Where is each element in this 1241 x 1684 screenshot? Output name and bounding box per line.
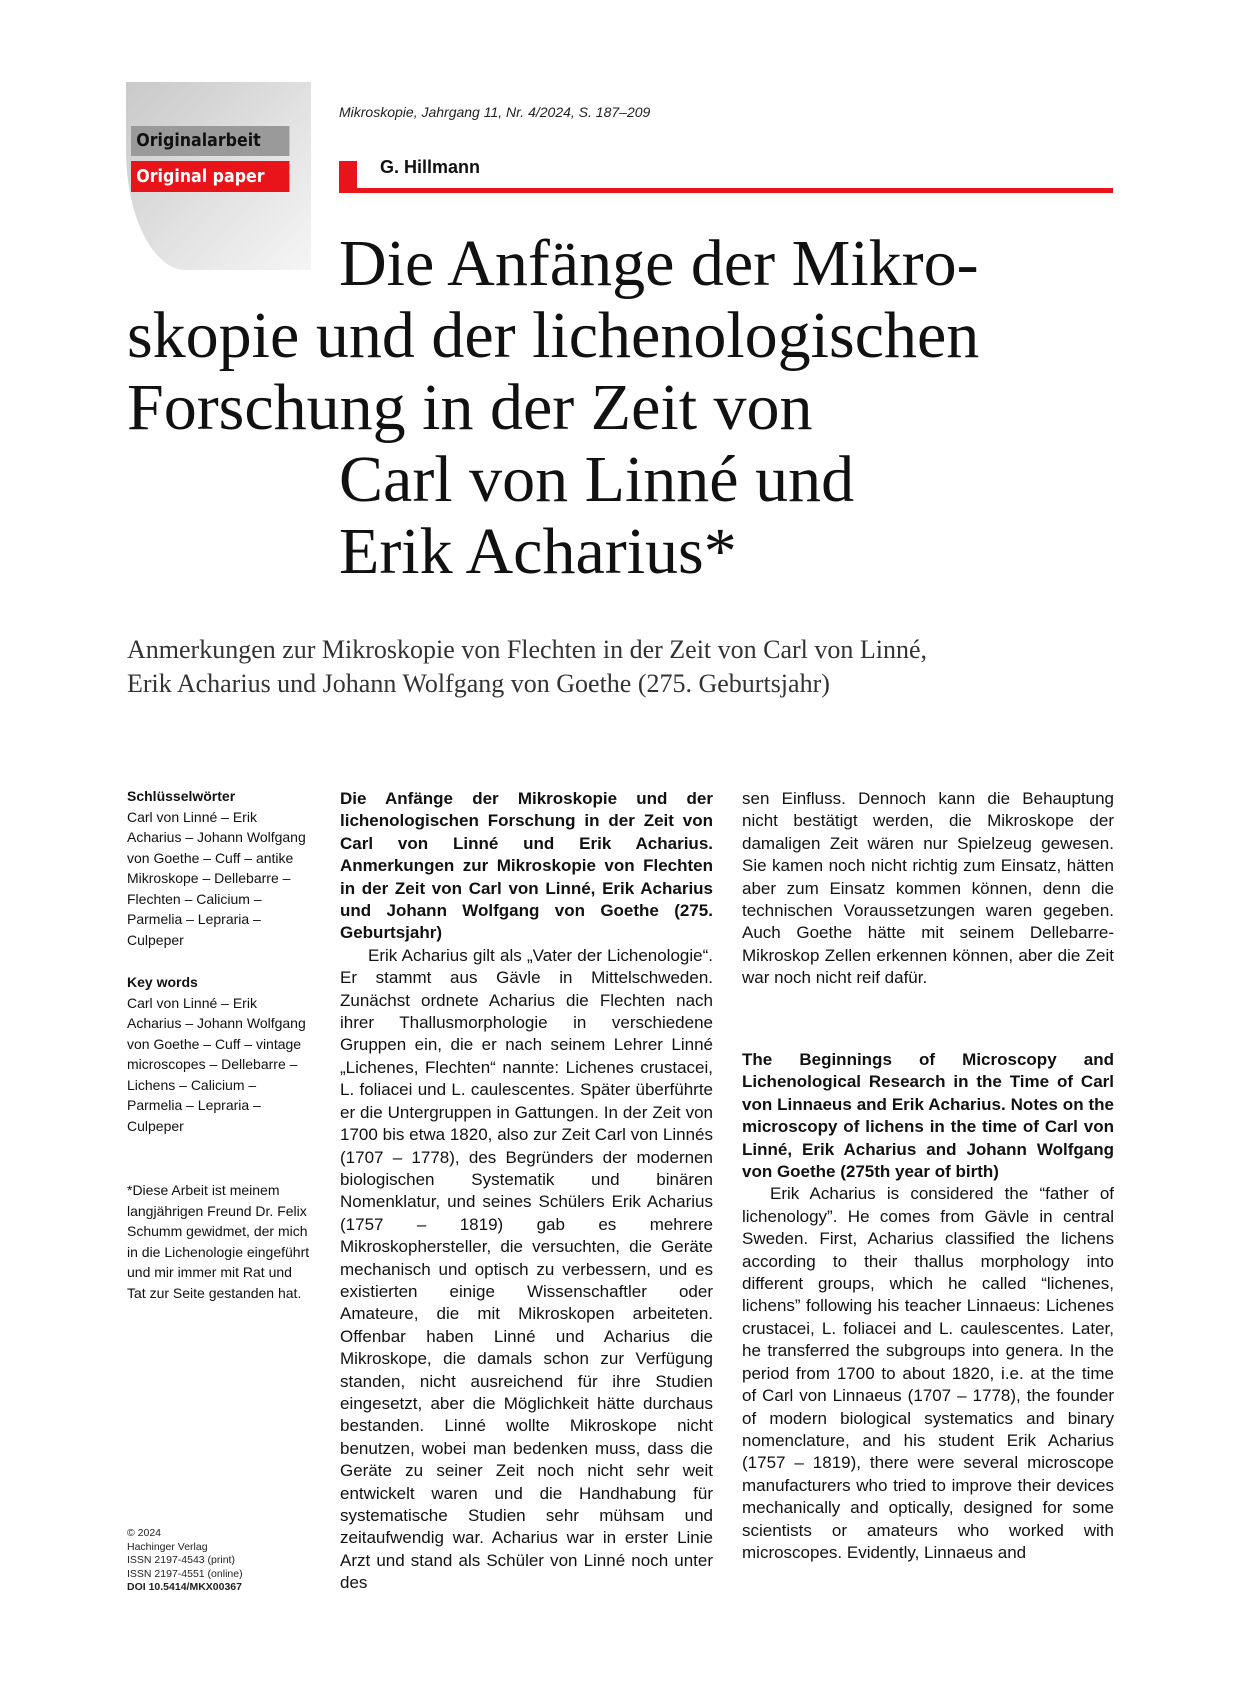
publication-info [127, 1527, 243, 1595]
abstract-en [742, 1049, 1114, 1564]
keywords-en-list: Carl von Linné – Erik Acharius – Johann Wolfgang von Goethe – Cuff – vintage microscopes – Dellebarre – Lichens – Calicium – Parmelia – Lepraria – Culpeper [127, 994, 306, 1134]
keywords-en [127, 972, 307, 1136]
doi: DOI 10.5414/MKX00367 [127, 1581, 242, 1593]
author-name: G. Hillmann [380, 157, 481, 177]
abstract-en-text: Erik Acharius is considered the “father of lichenology”. He comes from Gävle in central Sweden. First, Acharius classified the lichens according to their thallus morphology into different groups, which he called “lichenes, lichens” following his teacher Linnaeus: Lichenes crustacei, L. foliacei and L. caulescentes. Later, he transferred the subgroups into genera. In the period from 1700 to about 1820, i.e. at the time of Carl von Linnaeus (1707 – 1778), the founder of modern biological systematics and binary nomenclature, and his student Erik Acharius (1757 – 1819), there were several microscope manufacturers who tried to improve their devices mechanically and optically, designed for some scientists or amateurs who worked with microscopes. Evidently, Linnaeus and [742, 1184, 1114, 1562]
subtitle [127, 633, 1117, 701]
keywords-de [127, 786, 307, 950]
publisher: Hachinger Verlag [127, 1540, 208, 1553]
abstract-de-continued: sen Einfluss. Dennoch kann die Behauptung nicht bestätigt werden, die Mikroskope der damaligen Zeit wären nur Spielzeug gewesen. Sie kamen noch nicht richtig zum Einsatz, hätten aber zum Einsatz kommen können, denn die technischen Voraussetzungen waren gegeben. Auch Goethe hätte mit seinem Dellebarre-Mikroskop Zellen erkennen können, aber die Zeit war noch nicht reif dafür. [742, 789, 1114, 988]
title-line-5: Erik Acharius* [339, 515, 737, 588]
title-line-2: skopie und der lichenologischen [127, 299, 980, 372]
issn-print: ISSN 2197-4543 (print) [127, 1554, 235, 1566]
abstract-de [340, 788, 713, 1595]
keywords-de-heading: Schlüsselwörter [127, 788, 236, 804]
issn-online: ISSN 2197-4551 (online) [127, 1567, 243, 1580]
abstract-en-heading: The Beginnings of Microscopy and Lichenological Research in the Time of Carl von Linnaeus and Erik Acharius. Notes on the microscopy of lichens in the time of Carl von Linné, Erik Acharius and Johann Wolfgang von Goethe (275th year of birth) [742, 1050, 1114, 1182]
title-line-1: Die Anfänge der Mikro- [339, 227, 979, 300]
subtitle-line-2: Erik Acharius und Johann Wolfgang von Goethe (275. Geburtsjahr) [127, 669, 830, 698]
subtitle-line-1: Anmerkungen zur Mikroskopie von Flechten in der Zeit von Carl von Linné, [127, 635, 928, 664]
journal-citation: Mikroskopie, Jahrgang 11, Nr. 4/2024, S. 187–209 [339, 104, 651, 120]
author-marker [339, 161, 357, 188]
badge-original-article-de: Originalarbeit [131, 126, 289, 156]
copyright: © 2024 [127, 1527, 162, 1539]
title-line-3: Forschung in der Zeit von [127, 371, 813, 444]
keywords-de-list: Carl von Linné – Erik Acharius – Johann Wolfgang von Goethe – Cuff – antike Mikroskope – Dellebarre – Flechten – Calicium – Parmelia – Lepraria – Culpeper [127, 808, 306, 948]
abstract-de-text: Erik Acharius gilt als „Vater der Lichenologie“. Er stammt aus Gävle in Mittelschweden. Zunächst ordnete Acharius die Flechten nach ihrer Thallusmorphologie in verschiedene Gruppen ein, die er nach seinem Lehrer Linné „Lichenes, Flechten“ nannte: Lichenes crustacei, L. foliacei und L. caulescentes. Später überführte er die Untergruppen in Gattungen. In der Zeit von 1700 bis etwa 1820, also zur Zeit Carl von Linnés (1707 – 1778), des Begründers der modernen biologischen Systematik und binären Nomenklatur, und seines Schülers Erik Acharius (1757 – 1819) gab es mehrere Mikroskophersteller, die versuchten, die Geräte mechanisch und optisch zu verbessern, und es existierten einige Wissenschaftler oder Amateure, die mit Mikroskopen arbeiteten. Offenbar haben Linné und Acharius die Mikroskope, die damals schon zur Verfügung standen, nicht ausreichend für ihre Studien eingesetzt, aber die Möglichkeit hätte durchaus bestanden. Linné wollte Mikroskope nicht benutzen, wobei man bedenken muss, dass die Geräte zu seiner Zeit noch nicht sehr weit entwickelt waren und die Handhabung für systematische Studien sehr mühsam und zeitaufwendig war. Acharius war in erster Linie Arzt und stand als Schüler von Linné noch unter des [340, 945, 713, 1593]
abstract-de-heading: Die Anfänge der Mikroskopie und der lichenologischen Forschung in der Zeit von Carl von Linné und Erik Acharius. Anmerkungen zur Mikroskopie von Flechten in der Zeit von Carl von Linné, Erik Acharius und Johann Wolfgang von Goethe (275. Geburtsjahr) [340, 789, 713, 943]
title-line-4: Carl von Linné und [339, 443, 855, 516]
badge-original-paper-en: Original paper [131, 161, 289, 192]
dedication-note: *Diese Arbeit ist meinem langjährigen Freund Dr. Felix Schumm gewidmet, der mich in die Lichenologie eingeführt und mir immer mit Rat und Tat zur Seite gestanden hat. [127, 1182, 310, 1301]
keywords-en-heading: Key words [127, 974, 198, 990]
